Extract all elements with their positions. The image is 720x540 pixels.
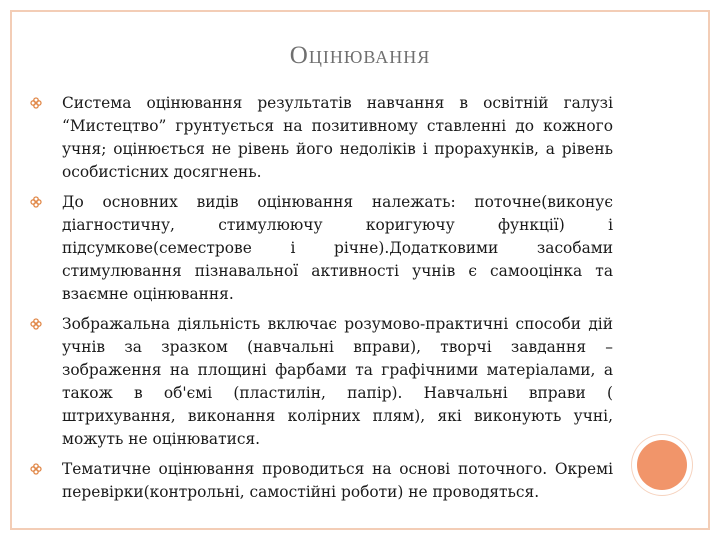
decorative-circle [637,440,687,490]
bullet-text: Тематичне оцінювання проводиться на основі поточного. Окремі перевірки(контрольні, самостійні роботи) не проводяться. [62,460,613,501]
bullet-text: До основних видів оцінювання належать: поточне(виконує діагностичну, стимулюючу коригуючу функції) і підсумкове(семестрове і річне).Додатковими засобами стимулювання пізнавальної активності учнів є самооцінка та взаємне оцінювання. [62,193,613,303]
flower-bullet-icon [30,196,42,208]
bullet-item [28,313,613,451]
bullet-item [28,92,613,184]
bullet-item [28,191,613,306]
bullet-text: Зображальна діяльність включає розумово-практичні способи дій учнів за зразком (навчальні вправи), творчі завдання – зображення на площині фарбами та графічними матеріалами, а також в об'ємі (пластилін, папір). Навчальні вправи ( штрихування, виконання колірних плям), які виконують учні, можуть не оцінюватися. [62,315,613,448]
slide-title [0,42,720,70]
bullet-text: Система оцінювання результатів навчання в освітній галузі “Мистецтво” грунтується на позитивному ставленні до кожного учня; оцінюється не рівень його недоліків і прорахунків, а рівень особистісних досягнень. [62,94,613,181]
flower-bullet-icon [30,97,42,109]
slide-title-first-letter: О [289,42,309,69]
bullet-list [28,92,613,511]
bullet-item [28,458,613,504]
slide-title-rest: ЦІНЮВАННЯ [308,47,431,67]
flower-bullet-icon [30,318,42,330]
flower-bullet-icon [30,463,42,475]
